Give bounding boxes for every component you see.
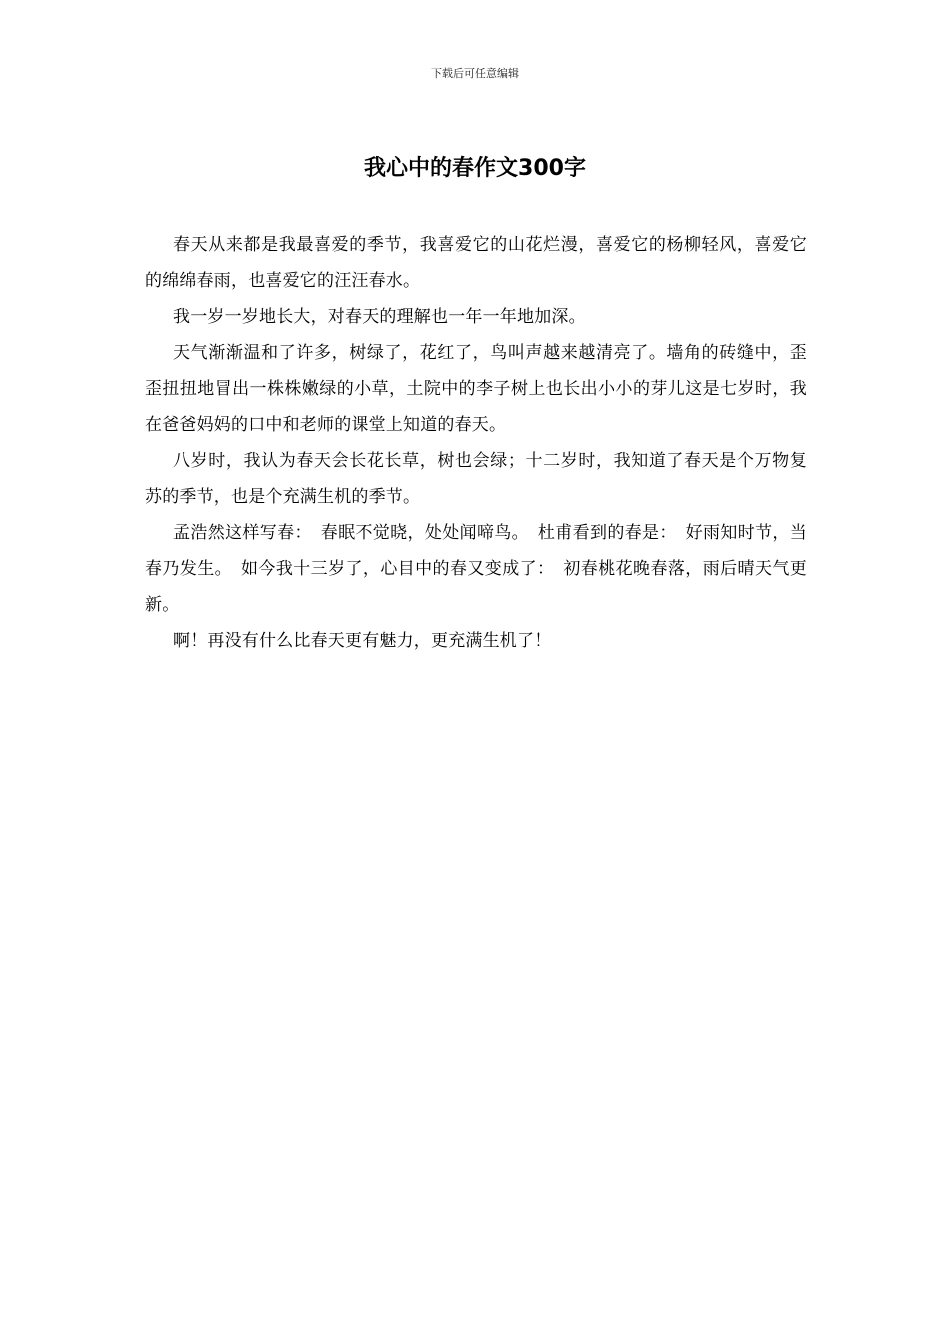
paragraph-2: 我一岁一岁地长大，对春天的理解也一年一年地加深。	[173, 307, 586, 327]
paragraph-3: 天气渐渐温和了许多，树绿了，花红了，鸟叫声越来越清亮了。墙角的砖缝中，歪歪扭扭地冒出一株株嫩绿的小草，土院中的李子树上也长出小小的芽儿这是七岁时，我在爸爸妈妈的口中和老师的课堂上知道的春天。	[145, 343, 807, 435]
page-header-note: 下载后可任意编辑	[431, 67, 519, 80]
paragraph-5: 孟浩然这样写春： 春眠不觉晓，处处闻啼鸟。 杜甫看到的春是： 好雨知时节，当春乃发生。 如今我十三岁了，心目中的春又变成了： 初春桃花晚春落，雨后晴天气更新。	[145, 523, 807, 615]
paragraph-1: 春天从来都是我最喜爱的季节，我喜爱它的山花烂漫，喜爱它的杨柳轻风，喜爱它的绵绵春雨，也喜爱它的汪汪春水。	[145, 235, 807, 291]
paragraph-6: 啊！再没有什么比春天更有魅力，更充满生机了！	[173, 631, 552, 651]
document-title: 我心中的春作文300字	[364, 156, 586, 181]
document-body	[145, 227, 807, 659]
paragraph-4: 八岁时，我认为春天会长花长草，树也会绿；十二岁时，我知道了春天是个万物复苏的季节，也是个充满生机的季节。	[145, 451, 807, 507]
